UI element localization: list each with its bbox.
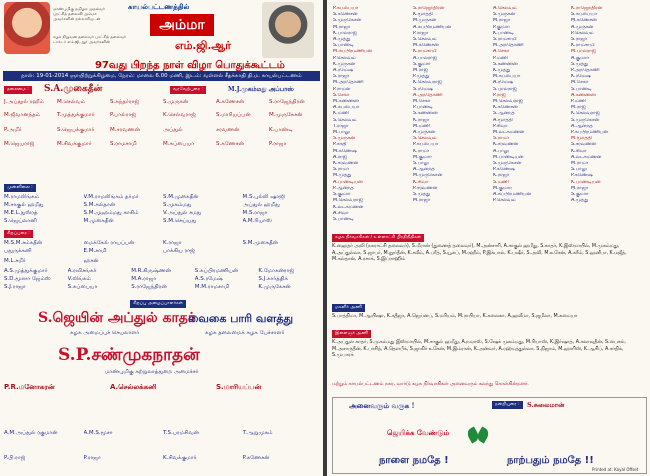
name-item: A.சேகர் <box>493 49 510 55</box>
name-item: M.S.புல்லி ஷாஜி <box>242 194 285 200</box>
name-item: S.ஜெயக்குமார் <box>57 127 95 133</box>
name-item: S.ராமர் <box>333 167 349 173</box>
name-item: S.முருகன் <box>333 136 356 142</box>
name-item: S.ராஜேந்திரன் <box>269 99 305 105</box>
name-item: P.சரவணன் <box>413 185 438 191</box>
name-item: S.சேகர் <box>333 92 350 98</box>
name-item: அப்துல் <box>163 127 183 133</box>
chair-name: S.A.முகைதீன் <box>44 84 103 94</box>
name-item: S.செல்வம் <box>413 37 437 43</box>
name-item: S.குமார் <box>413 61 431 67</box>
name-item: M.ராஜா <box>493 18 511 24</box>
name-item: A.ரமேஷ் <box>333 68 353 74</box>
name-item: P.சக்தி <box>333 142 347 148</box>
name-item: S.ராஜேந்திரன் <box>413 6 445 11</box>
name-item: A.சுப்பிரமணியன் <box>413 24 452 30</box>
name-item: M.குமார் <box>493 185 512 191</box>
vote-text: ஜெயிக்க வேண்டும் <box>387 428 450 437</box>
name-item: V.லிங்கம் <box>67 276 91 282</box>
name-item: S.M.சுல்தான் <box>83 202 116 208</box>
name-item: M.முருகேசன் <box>413 173 443 179</box>
guest-role-2: கழக தலைமைக் கழக பேச்சாளர் <box>205 330 285 336</box>
name-item: M.சுப்பையா <box>493 74 521 80</box>
name-item: S.ராஜா <box>333 74 350 80</box>
section-label-2: மகளிர் அணி <box>332 304 365 312</box>
name-row-2 <box>4 112 319 119</box>
name-item: S.ராஜேந்திரன் <box>131 284 167 290</box>
section-label-3: இளைஞர் அணி <box>332 330 371 338</box>
name-item: A.M.S.மூசா <box>83 430 113 436</box>
name-item: M.பாலு <box>333 130 350 136</box>
name-item: M.செல்வராஜ் <box>493 99 523 105</box>
name-item: S.பாண்டி <box>333 216 354 222</box>
minister-name: S.P.சண்முகநாதன் <box>58 345 200 365</box>
name-item: M.ராஜ் <box>413 68 428 74</box>
name-item: K.ராஜா <box>493 173 510 179</box>
name-item: K.முருகன் <box>333 61 356 67</box>
paragraph-2: S.பாத்திமா, M.ஆயிஷா, K.கதீஜா, A.ஜெய்னப், S.மரியம், M.ராபியா, K.சுலைகா, A.ஹலீமா, S.ஜமீலா, M.சுமையா <box>332 314 578 319</box>
name-item: P.செல்வம் <box>333 55 356 61</box>
name-item: K.ராஜா <box>163 240 182 246</box>
name-item: P.ஆனந்த் <box>333 185 354 191</box>
name-item: K.சரவணன் <box>333 161 359 167</box>
name-item: P.ராஜா <box>83 455 101 461</box>
right-page <box>327 0 650 476</box>
name-item: M.முத்து <box>333 173 352 179</box>
name-item: M.அந்தோணி <box>493 43 524 49</box>
guest-role-1: கழக அமைப்புச் செயலாளர் <box>70 330 140 336</box>
name-item: K.பால்ராஜ் <box>333 30 357 36</box>
welcome-label: வரவேற்புரை : <box>170 86 206 94</box>
name-row-11 <box>4 258 319 265</box>
name-item: சரவணன் <box>216 127 240 133</box>
name-item: S.ஜெய்லானி <box>4 218 37 224</box>
name-item: T.ராஜா <box>333 123 349 129</box>
name-item: M.E.L.நுஸ்ரத் <box>4 210 38 216</box>
name-row-13 <box>4 276 319 283</box>
printer-credit: Printed at: Kayal Offset <box>592 467 639 472</box>
name-item: K.ராமசாமி <box>571 43 595 49</box>
name-item: A.செல்லக்கனி <box>110 384 157 391</box>
name-item: S.முருகன் <box>493 12 516 18</box>
name-row-9 <box>4 240 319 247</box>
name-item: S.செல்வம் <box>413 136 437 142</box>
name-item: S.குமார் <box>333 192 351 198</box>
thanks-label: நன்றியுரை : <box>492 401 523 409</box>
name-item: A.மூர்த்தி <box>493 117 513 123</box>
name-item: E.M.சாமி <box>83 248 107 254</box>
presence-label: முன்னிலை : <box>4 184 36 192</box>
name-item: A.ஆனந்த் <box>413 167 435 173</box>
name-item: A.அந்தோணி <box>413 92 443 98</box>
name-item: M.ராமர் <box>571 161 589 167</box>
poster-header <box>0 0 323 84</box>
name-item: S.மாரியப்பன் <box>216 384 262 391</box>
name-row-7 <box>4 210 319 217</box>
name-item: K.முத்து <box>493 68 511 74</box>
two-leaves-icon <box>467 428 489 444</box>
name-item: K.சரவணன் <box>493 142 519 148</box>
name-item: P.ராமன் <box>333 86 351 92</box>
name-item: S.சுப்பையா <box>571 12 597 18</box>
name-item: M.ஜெயராஜ் <box>4 141 35 147</box>
name-item: S.முத்து <box>413 192 431 198</box>
name-item: A.கண்ணன் <box>571 92 596 98</box>
name-item: A.முத்து <box>571 198 589 204</box>
name-item: S.கண்ணன் <box>413 111 438 117</box>
name-item: S.J.ராஜா <box>4 284 26 290</box>
name-item: K.செல்வராஜ் <box>413 80 442 86</box>
slogan-left: நாளை நமதே ! <box>379 455 449 466</box>
name-item: A.ராஜ் <box>333 154 347 160</box>
name-item: M.ராஜா <box>571 185 589 191</box>
name-item: M.சிவக்குமார் <box>57 141 92 147</box>
name-item: A.செல்வம் <box>493 6 517 11</box>
header-small-center: கழக நிறுவன தலைவர் புரட்சித் தலைவர் டாக்டர் எம்.ஜி.ஆர் அவர்களின் <box>53 34 127 44</box>
name-item: M.ராஜ் <box>571 105 586 111</box>
name-item: மைக்கேல் ராயப்பன் <box>83 240 135 246</box>
name-item: P.அமீர் <box>4 127 22 133</box>
name-item: S.D.மூஸா ஜேம்ஸ் <box>4 276 51 282</box>
name-item: ஹசன் <box>83 258 99 264</box>
name-item: K.மணி <box>333 111 349 117</box>
name-item: பாக்கிய ராஜ் <box>163 248 195 254</box>
name-item: A.சிவா <box>333 210 349 216</box>
chair-label: தலைமை : <box>4 86 32 94</box>
name-item: M.L.சமீர் <box>4 258 26 264</box>
name-item: K.மூர்த்தி <box>413 12 433 18</box>
minister-role: மாண்புமிகு சுற்றுலாத்துறை அமைச்சர் <box>105 369 199 375</box>
name-item: P.மணி <box>493 55 508 61</box>
bottom-row-1 <box>4 384 319 391</box>
name-item: A.கணேசன் <box>216 99 245 105</box>
name-item: A.முத்து <box>333 37 351 43</box>
guest-name-1: S.ஜெயின் அப்துல் காதர் <box>38 310 196 326</box>
name-item: M.முருகேசன் <box>269 112 303 118</box>
guest-label: சிறப்பு அழைப்பாளர்கள் <box>130 300 186 308</box>
name-item: A.லட்சுமணன் <box>571 154 602 160</box>
name-item: K.ராமர் <box>413 148 430 154</box>
name-item: A.பாலு <box>493 148 509 154</box>
invite-text: அனைவரும் வருக ! <box>349 401 415 410</box>
name-item: பதுருக்கனி <box>4 248 32 254</box>
name-item: M.A.ராஜா <box>131 276 157 282</box>
name-item: P.முத்து <box>413 74 430 80</box>
name-item: M.ஜீவானந்தம் <box>4 112 41 118</box>
section-label-1: கழக நிர்வாகிகள் / உள்ளாட்சி பிரதிநிதிகள் <box>332 234 424 242</box>
name-item: அப்துல் ஹமீது <box>242 202 280 208</box>
name-item: K.கணேசன் <box>493 105 518 111</box>
name-item: M.மணி <box>413 123 430 129</box>
name-item: M.செல்வம் <box>57 99 86 105</box>
name-item: M.முகைதீன் <box>83 218 114 224</box>
welcome-name: M.J.முகம்மது அப்பாஸ் <box>228 86 294 93</box>
name-column-3 <box>493 6 575 205</box>
name-item: K.ராஜேந்திரன் <box>571 6 603 11</box>
speakers-label: சிறப்புரை : <box>4 230 33 238</box>
name-item: M.சுப்பையா <box>163 141 195 147</box>
name-item: S.முகம்மது <box>163 202 192 208</box>
name-item: S.ரமேஷ் <box>413 86 433 92</box>
name-item: M.மூர்த்தி <box>571 136 592 142</box>
name-item: P.ராஜ் <box>493 92 506 98</box>
name-row-5 <box>4 194 319 201</box>
name-item: A.சுப்பையா <box>333 105 360 111</box>
name-item: M.குமார் <box>413 154 432 160</box>
name-item: M.முருகன் <box>413 18 437 24</box>
name-item: S.M.முகைதீன் <box>242 240 278 246</box>
name-item: P.R.மனோகரன் <box>4 384 55 391</box>
name-item: S.முத்து <box>571 61 589 67</box>
name-row-14 <box>4 284 319 291</box>
name-item: A.S.ரமேஷ் <box>194 276 223 282</box>
event-details: நாள்: 19-01-2014 ஞாயிற்றுக்கிழமை, நேரம்: மாலை 6.00 மணி, இடம்: வள்ளல் சீதக்காதி தி.ம. காயல்பட்டணம் <box>3 71 320 81</box>
name-row-10 <box>4 248 319 255</box>
name-item: M.சரவணன் <box>110 127 140 133</box>
name-item: P.கணேஷ் <box>493 167 515 173</box>
name-row-12 <box>4 268 319 275</box>
name-column-4 <box>571 6 650 205</box>
name-item: M.S.M.சம்சுதீன் <box>4 240 43 246</box>
name-item: M.சாகுல் ஹமீது <box>4 202 44 208</box>
name-item: P.செல்வம் <box>571 30 594 36</box>
name-item: K.லட்சுமணன் <box>333 204 364 210</box>
name-item: M.S.ராஜா <box>242 210 268 216</box>
name-item: K.ராமசாமி <box>413 49 437 55</box>
name-item: T.முத்துக்குமார் <box>57 112 95 118</box>
name-item: A.M.ரியாஸ் <box>242 218 272 224</box>
name-item: P.பாண்டி <box>413 105 433 111</box>
name-item: S.பாண்டி <box>333 43 354 49</box>
name-item: M.M.ராமசாமி <box>194 284 230 290</box>
name-item: M.R.கிருஷ்ணன் <box>131 268 172 274</box>
name-item: P.கணேசன் <box>242 455 270 461</box>
name-item: K.முருகேசன் <box>258 284 291 290</box>
name-item: K.பாண்டியன் <box>571 179 601 185</box>
name-item: M.கண்ணன் <box>333 99 359 105</box>
name-item: P.செல்வம் <box>493 198 516 204</box>
bottom-row-2 <box>4 430 319 437</box>
name-item: T.ஆறுமுகம் <box>242 430 273 436</box>
name-item: K.ராஜா <box>413 117 430 123</box>
name-item: S.J.கார்த்திக் <box>258 276 288 282</box>
name-item: S.M.செய்யது <box>163 218 197 224</box>
header-location: காயல்பட்டணத்தில் <box>128 3 190 11</box>
name-item: M.சுப்பிரமணியன் <box>333 49 372 55</box>
birthday-title: 97வது பிறந்த நாள் விழா பொதுக்கூட்டம் <box>95 60 285 71</box>
name-column-1 <box>333 6 415 223</box>
name-item: S.பாண்டி <box>571 86 592 92</box>
name-item: K.சிவா <box>571 148 587 154</box>
left-page <box>0 0 323 476</box>
name-item: S.மணி <box>493 179 509 185</box>
name-item: M.செல்வராஜ் <box>333 198 363 204</box>
name-item: S.ஆனந்த் <box>493 111 515 117</box>
name-item: M.பால்ராஜ் <box>571 49 596 55</box>
name-item: S.பாலு <box>413 161 429 167</box>
name-row-6 <box>4 202 319 209</box>
guest-name-2: வைகை பாரி வளத்து <box>188 312 294 325</box>
name-item: S.M.முஹம்மது காசிம் <box>83 210 139 216</box>
name-item: M.சேகர் <box>413 99 431 105</box>
name-item: S.முருகேசன் <box>571 117 600 123</box>
name-item: S.குமார் <box>571 192 589 198</box>
name-item: S.செல்வம் <box>333 117 357 123</box>
name-item: P.மணி <box>571 99 586 105</box>
paragraph-3: K.அப்துல் காதர், S.முகம்மது இஸ்மாயில், M.சாகுல் ஹமீது, A.நவாஸ், S.ஷேக் முகம்மது, M.ரியாஸ், K.இர்ஷாத், A.சலாவுதீன், S.பைசல், M.அசாருதீன், K.பாசித், A.தௌபீக், S.ஜாகிர் உசேன், M.இம்ரான், K.அன்வர், A.ரஹ்மத்துல்லா, S.நிஜாம், M.ஹாரிஸ், K.ஆசிப், A.சாதிக், S.முபாரக் <box>332 340 626 359</box>
name-item: S.முருகேசன் <box>493 161 522 167</box>
name-column-2 <box>413 6 495 205</box>
name-item: P.ராஜா <box>413 30 429 36</box>
name-item: P.சுப்பிரமணியன் <box>571 130 608 136</box>
leader-portrait-right <box>262 2 314 58</box>
name-item: K.பாண்டி <box>269 127 293 133</box>
name-item: A.சுப்பிரமணியன் <box>493 192 532 198</box>
header-small-left: மாண்புமிகு தமிழக முதல்வர் புரட்சித் தலைவி அம்மா அவர்களின் நல்லாசியுடன் <box>53 6 105 21</box>
name-item: M.பாண்டியன் <box>493 154 524 160</box>
name-item: P.பால்ராஜ் <box>110 112 137 118</box>
leader-portrait-left <box>4 2 50 54</box>
name-item: S.சரவணன் <box>571 142 597 148</box>
name-item: A.முருகன் <box>571 24 594 30</box>
name-item: M.அந்தோணி <box>333 80 364 86</box>
name-item: S.கணேசன் <box>216 141 245 147</box>
name-row-8 <box>4 218 319 225</box>
paragraph-4: மற்றும் காயல்பட்டணம் நகர, வார்டு கழக நிர்வாகிகள் அனைவரும் கலந்து கொள்கின்றனர். <box>332 382 529 387</box>
thanks-name: S.சுலைமான் <box>527 401 565 409</box>
name-item: P.கணேஷ் <box>571 173 593 179</box>
name-row-4 <box>4 141 319 148</box>
name-item: K.செல்வராஜ் <box>163 112 196 118</box>
paragraph-1: K.ஹைதர் அலி (நகராட்சி தலைவர்), S.மீரான் (துணைத் தலைவர்), M.அன்சாரி, A.சாகுல் ஹமீது, S.காதர், K.இஸ்மாயில், M.முகம்மது, A.அப்துல்லா, S.ஜாபர், M.நூர்தீன், K.சலீம், A.பரீத், S.யூசுப், M.ரஹீம், P.இக்பால், K.பஷீர், S.அலி, M.உசேன், A.கரீம், S.ஹனீபா, K.மஜீத், M.சுல்தான், A.ரசாக், S.இப்ராஹிம் <box>332 244 627 263</box>
name-item: S.சுப்பையா <box>67 284 98 290</box>
name-item: K.செல்வராஜ் <box>571 111 600 117</box>
name-item: S.ராமசாமி <box>110 141 137 147</box>
mgr-title: எம்.ஜி.ஆர் <box>175 39 231 52</box>
name-item: A.முருகன் <box>413 130 436 136</box>
name-item: M.கணேசன் <box>571 18 597 24</box>
name-item: A.S.முத்துக்குமார் <box>4 268 48 274</box>
name-item: A.ரமேஷ் <box>493 80 513 86</box>
name-item: P.சுப்பையா <box>333 6 359 11</box>
name-item: S.மாரியப்பன் <box>216 112 251 118</box>
name-item: M.சேகர் <box>571 80 589 86</box>
name-item: S.ராஜா <box>571 37 588 43</box>
name-item: S.கணேசன் <box>333 12 358 18</box>
name-item: S.பால்ராஜ் <box>493 86 517 92</box>
name-item: J.அப்தூல் ரஹீம் <box>4 99 44 105</box>
name-item: A.குமார் <box>571 55 589 61</box>
name-item: S.M.முகைதீன் <box>163 194 199 200</box>
name-item: K.பாண்டி <box>493 30 514 36</box>
amma-title: அம்மா <box>150 14 214 36</box>
name-item: V.M.ராமலிங்கம் தர்மர் <box>83 194 139 200</box>
name-item: A.பால்ராஜ் <box>413 55 437 61</box>
name-item: M.ராமலிங்கம் <box>4 194 39 200</box>
name-item: P.அந்தோணி <box>571 68 600 74</box>
name-item: M.ராஜா <box>413 198 431 204</box>
bottom-row-3 <box>4 455 319 462</box>
name-item: S.சுப்பிரமணியன் <box>194 268 239 274</box>
name-item: S.முருகேசன் <box>333 18 362 24</box>
name-item: S.ராமர் <box>493 136 509 142</box>
name-item: K.ரமேஷ் <box>571 74 591 80</box>
name-item: S.முருகன் <box>163 99 189 105</box>
name-item: P.குமார் <box>493 24 510 30</box>
name-item: S.பாலு <box>571 167 587 173</box>
name-item: P.ராஜா <box>269 141 287 147</box>
name-item: A.ரவிசங்கர் <box>67 268 97 274</box>
name-item: T.S.பரமசிவன் <box>163 430 199 436</box>
slogan-right: நாற்பதும் நமதே !! <box>507 455 594 466</box>
name-item: S.சுந்தர்ராஜ் <box>110 99 140 105</box>
name-item: P.சிவா <box>493 123 508 129</box>
name-item: K.மோகன்ராஜ் <box>258 268 295 274</box>
name-item: A.M.அப்துல் ரகுமான் <box>4 430 58 436</box>
name-item: K.சிவக்குமார் <box>163 455 197 461</box>
name-row-3 <box>4 127 319 134</box>
name-item: M.கணேஷ் <box>333 148 357 154</box>
name-item: A.பாண்டியன் <box>333 179 363 185</box>
name-item: M.ராஜா <box>333 24 351 30</box>
name-item: M.கணேசன் <box>413 43 439 49</box>
name-item: A.ஆனந்த் <box>571 123 593 129</box>
name-item: P.பி.ராஜ் <box>4 455 26 461</box>
name-item: M.லட்சுமணன் <box>493 130 525 136</box>
name-item: P.சுப்பையா <box>413 142 439 148</box>
name-row-1 <box>4 99 319 106</box>
name-item: K.சிவா <box>413 179 429 185</box>
name-item: S.கண்ணன் <box>493 61 518 67</box>
name-item: S.ராமசாமி <box>493 37 517 43</box>
name-item: V.அப்துல் சமது <box>163 210 202 216</box>
